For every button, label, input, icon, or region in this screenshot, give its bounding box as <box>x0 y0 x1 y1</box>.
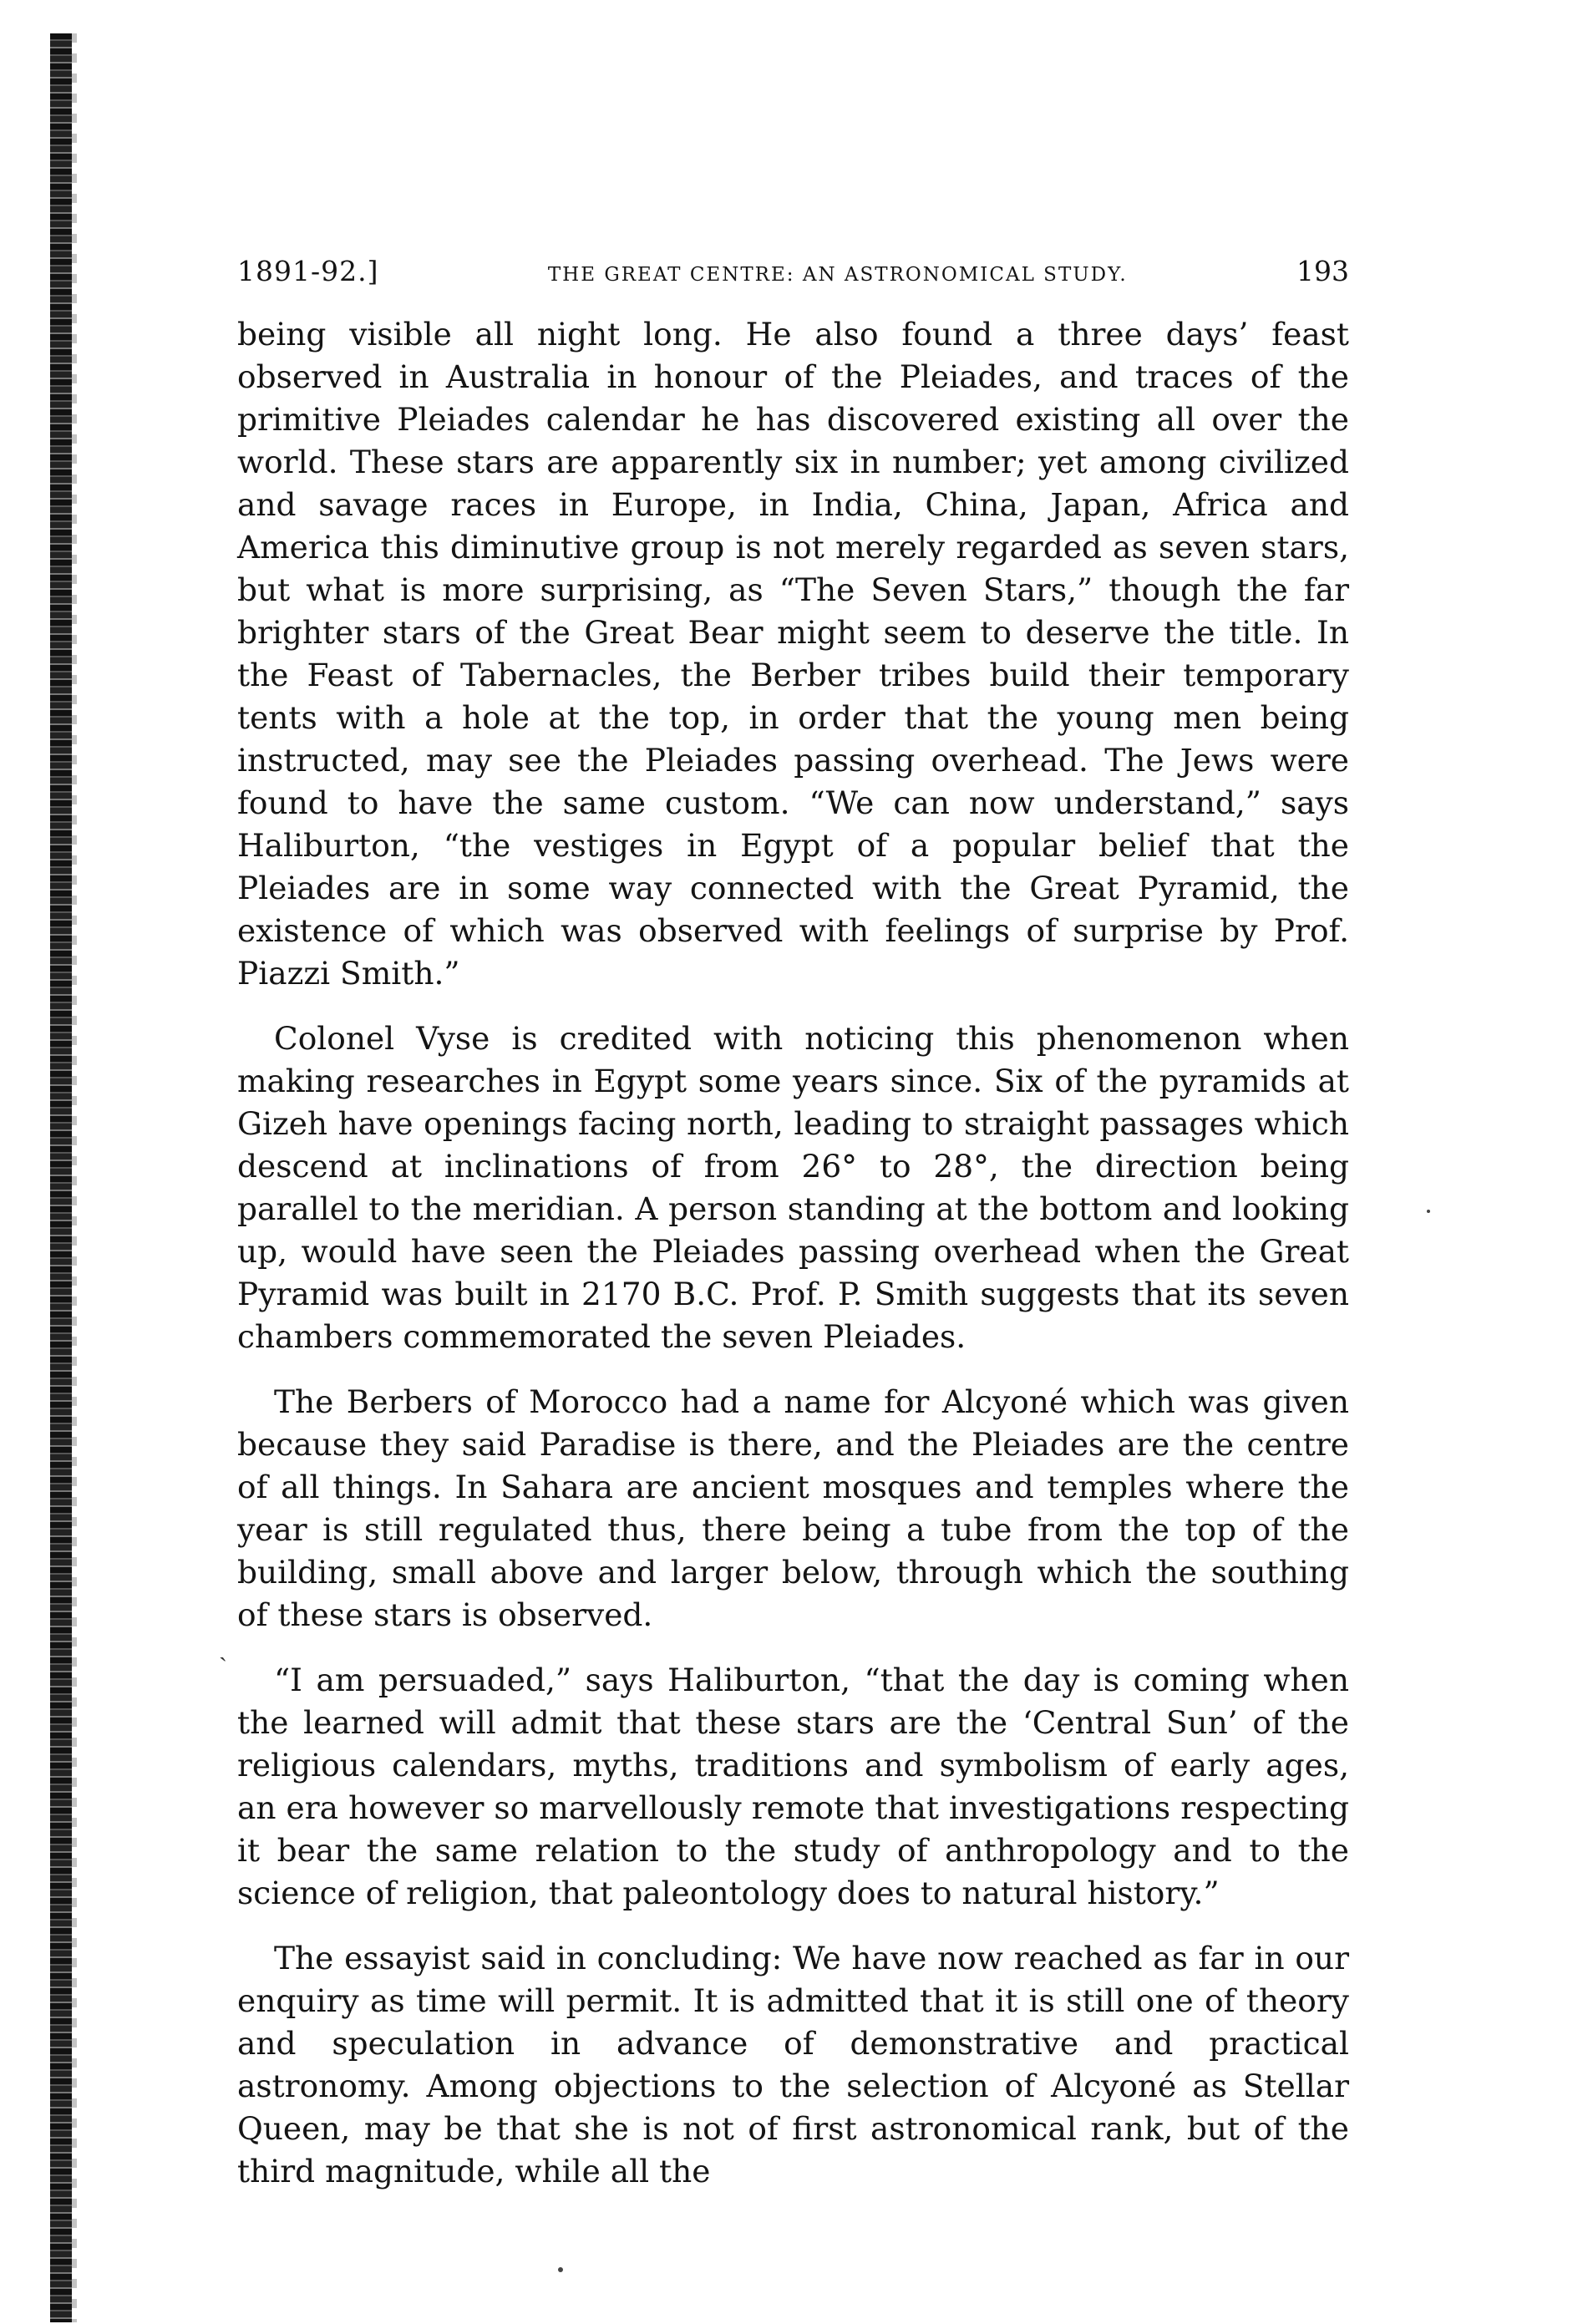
margin-tick-mark: ˏ <box>219 1633 227 1662</box>
book-binding-edge <box>50 33 72 2322</box>
header-year: 1891-92.] <box>237 255 379 287</box>
running-head <box>237 255 1349 292</box>
paragraph-3: The Berbers of Morocco had a name for Alcyoné which was given because they said Paradise is there, and the Pleiades are the centre of all things. In Sahara are ancient mosques and temples where the year is still regulated thus, there being a tube from the top of the building, small above and larger below, through which the southing of these stars is observed. <box>237 1383 1349 1633</box>
paragraph-4: “I am persuaded,” says Haliburton, “that the day is coming when the learned will admit that these stars are the ‘Central Sun’ of the religious calendars, myths, traditions and symbolism of early ages, an era however so marvellously remote that investigations respecting it bear the same relation to the study of anthropology and to the science of religion, that paleontology does to natural history.” <box>237 1662 1349 1911</box>
paragraph-2: Colonel Vyse is credited with noticing this phenomenon when making researches in Egypt some years since. Six of the pyramids at Gizeh have openings facing north, leading to straight passages which descend at inclinations of from 26° to 28°, the direction being parallel to the meridian. A person standing at the bottom and looking up, would have seen the Pleiades passing overhead when the Great Pyramid was built in 2170 B.C. Prof. P. Smith suggests that its seven chambers commemorated the seven Pleiades. <box>237 1020 1349 1355</box>
paragraph-5: The essayist said in concluding: We have now reached as far in our enquiry as time will permit. It is admitted that it is still one of theory and speculation in advance of demonstrative and practical astronomy. Among objections to the selection of Alcyoné as Stellar Queen, may be that she is not of first astronomical rank, but of the third magnitude, while all the <box>237 1940 1349 2190</box>
page-number: 193 <box>1296 255 1349 287</box>
book-binding-shadow <box>72 33 77 2322</box>
paragraph-1: being visible all night long. He also found a three days’ feast observed in Australia in honour of the Pleiades, and traces of the primitive Pleiades calendar he has discovered existing all over the world. These stars are apparently six in number; yet among civilized and savage races in Europe, in India, China, Japan, Africa and America this diminutive group is not merely regarded as seven stars, but what is more surprising, as “The Seven Stars,” though the far brighter stars of the Great Bear might seem to deserve the title. In the Feast of Tabernacles, the Berber tribes build their temporary tents with a hole at the top, in order that the young men being instructed, may see the Pleiades passing overhead. The Jews were found to have the same custom. “We can now understand,” says Haliburton, “the vestiges in Egypt of a popular belief that the Pleiades are in some way connected with the Great Pyramid, the existence of which was observed with feelings of surprise by Prof. Piazzi Smith.” <box>237 316 1349 992</box>
margin-speck <box>558 2267 563 2272</box>
body-text <box>237 313 1349 2193</box>
margin-speck <box>1427 1210 1430 1213</box>
header-title: THE GREAT CENTRE: AN ASTRONOMICAL STUDY. <box>547 264 1128 286</box>
